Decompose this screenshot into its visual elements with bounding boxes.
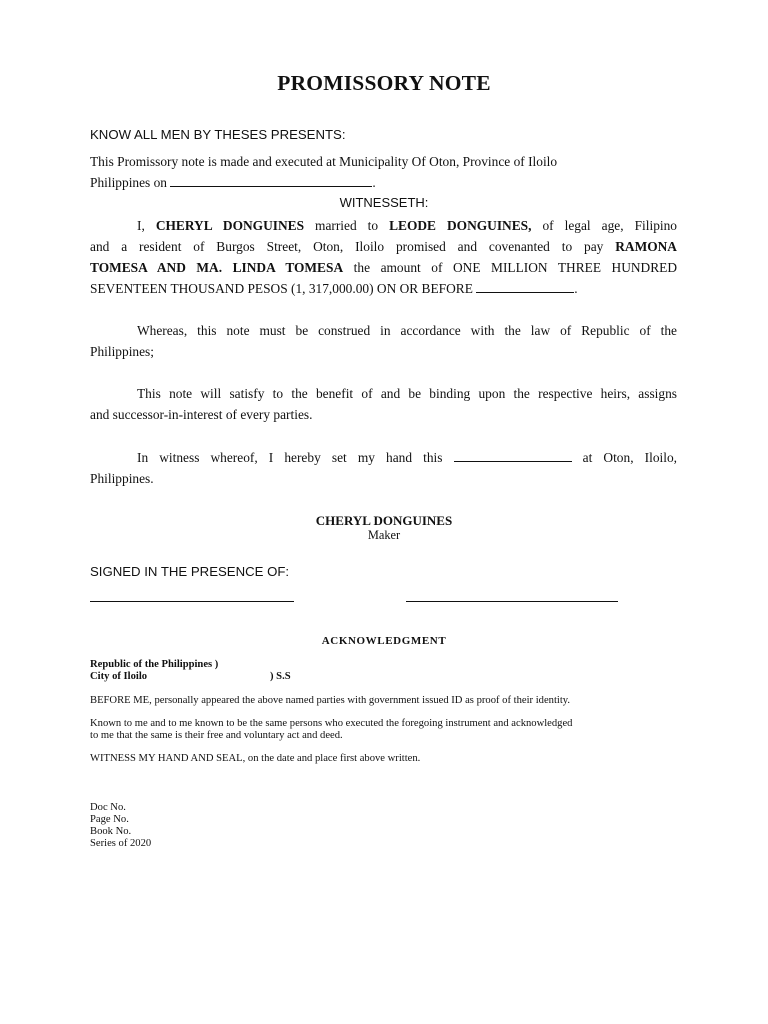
venue-city: City of Iloilo	[90, 671, 148, 682]
witness-signature-line-1[interactable]	[90, 601, 294, 602]
binding-line-2: and successor-in-interest of every parties.	[90, 407, 313, 422]
paragraph-obligation	[90, 215, 677, 299]
page-no: Page No.	[90, 814, 129, 825]
document-title: PROMISSORY NOTE	[277, 71, 491, 95]
executed-line-2-prefix: Philippines on	[90, 175, 168, 190]
witness-whereof-line-2: Philippines.	[90, 471, 154, 486]
acknowledgment-heading: ACKNOWLEDGMENT	[321, 635, 447, 647]
doc-no: Doc No.	[90, 802, 126, 813]
obligation-rest-line-1: of legal age, Filipino	[542, 218, 677, 233]
witness-whereof-start: In witness whereof, I hereby set my hand this	[137, 450, 443, 465]
book-no: Book No.	[90, 826, 132, 837]
date-blank[interactable]	[170, 174, 372, 187]
maker-name: CHERYL DONGUINES	[155, 218, 305, 233]
paragraph-binding	[90, 383, 677, 425]
obligation-end: .	[574, 281, 578, 296]
construed-line-2: Philippines;	[90, 344, 154, 359]
paragraph-construed	[90, 320, 677, 362]
witness-whereof-line-1	[90, 447, 677, 468]
signing-date-blank[interactable]	[454, 449, 572, 462]
payee-part-1: RAMONA	[615, 239, 677, 254]
binding-line-1: This note will satisfy to the benefit of and be binding upon the respective heirs, assigns	[137, 386, 677, 401]
signed-presence-heading: SIGNED IN THE PRESENCE OF:	[90, 564, 290, 579]
obligation-i: I,	[137, 218, 145, 233]
construed-line-1: Whereas, this note must be construed in accordance with the law of Republic of the	[137, 323, 677, 338]
witness-whereof-end: at Oton, Iloilo,	[582, 450, 677, 465]
obligation-line-1	[90, 215, 677, 236]
venue-line-1: Republic of the Philippines )	[90, 659, 219, 670]
spouse-name: LEODE DONGUINES,	[389, 218, 532, 233]
venue-ss: ) S.S	[270, 671, 291, 682]
executed-line-2-suffix: .	[372, 175, 376, 190]
married-to: married to	[315, 218, 379, 233]
witnesseth-heading: WITNESSETH:	[339, 195, 429, 210]
due-date-blank[interactable]	[476, 280, 574, 293]
paragraph-witness-whereof	[90, 447, 677, 489]
known-line-1: Known to me and to me known to be the same persons who executed the foregoing instrument and acknowledged	[90, 718, 573, 729]
amount-line: SEVENTEEN THOUSAND PESOS (1, 317,000.00) ON OR BEFORE	[90, 281, 473, 296]
maker-signature-name: CHERYL DONGUINES	[315, 513, 453, 528]
maker-role: Maker	[367, 528, 401, 542]
witness-signature-line-2[interactable]	[406, 601, 618, 602]
obligation-line-2	[90, 236, 677, 257]
witness-hand-text: WITNESS MY HAND AND SEAL, on the date and place first above written.	[90, 753, 421, 764]
obligation-line-2-start: and a resident of Burgos Street, Oton, Iloilo promised and covenanted to pay	[90, 239, 604, 254]
known-line-2: to me that the same is their free and voluntary act and deed.	[90, 730, 343, 741]
before-me-text: BEFORE ME, personally appeared the above named parties with government issued ID as proof of their identity.	[90, 695, 571, 706]
obligation-line-4	[90, 278, 677, 299]
executed-line-1: This Promissory note is made and executed at Municipality Of Oton, Province of Iloilo	[90, 154, 558, 169]
payee-part-2: TOMESA AND MA. LINDA TOMESA	[90, 260, 344, 275]
know-all-heading: KNOW ALL MEN BY THESES PRESENTS:	[90, 127, 346, 142]
amount-intro: the amount of ONE MILLION THREE HUNDRED	[353, 260, 678, 275]
obligation-line-3	[90, 257, 677, 278]
series: Series of 2020	[90, 838, 152, 849]
executed-line-2	[90, 172, 376, 193]
